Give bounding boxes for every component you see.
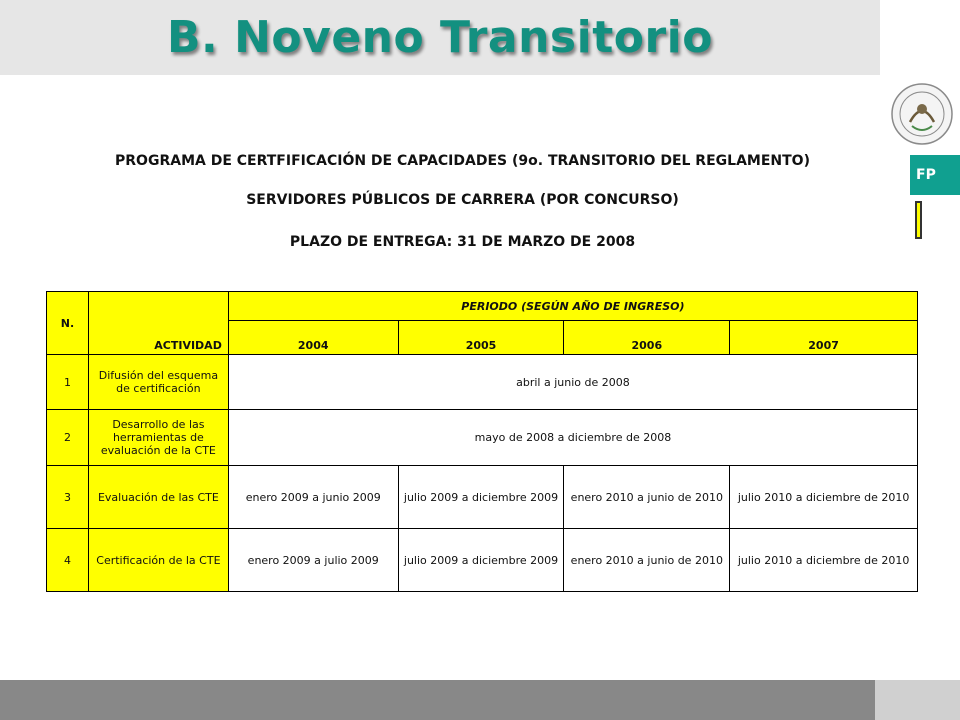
row-cell-2004: enero 2009 a julio 2009 (228, 529, 398, 592)
table-row (47, 529, 918, 592)
schedule-table (46, 291, 918, 592)
program-heading: PROGRAMA DE CERTFIFICACIÓN DE CAPACIDADES (9o. TRANSITORIO DEL REGLAMENTO) (115, 153, 810, 169)
row-cell-2007: julio 2010 a diciembre de 2010 (730, 529, 918, 592)
header-n: N. (47, 292, 89, 355)
row-cell-2006: enero 2010 a junio de 2010 (564, 466, 730, 529)
header-year-2006: 2006 (564, 321, 730, 355)
header-year-2007: 2007 (730, 321, 918, 355)
header-year-2005: 2005 (398, 321, 564, 355)
footer-corner (875, 680, 960, 720)
row-period-text: mayo de 2008 a diciembre de 2008 (474, 431, 672, 444)
row-period (228, 410, 917, 466)
row-activity: Evaluación de las CTE (88, 466, 228, 529)
row-activity: Difusión del esquema de certificación (88, 355, 228, 410)
header-year-2004: 2004 (228, 321, 398, 355)
row-number: 3 (47, 466, 89, 529)
row-number: 1 (47, 355, 89, 410)
row-number: 4 (47, 529, 89, 592)
table-row (47, 355, 918, 410)
mexican-coat-of-arms-icon (890, 82, 954, 146)
sfp-logo-tab: FP (910, 155, 960, 195)
footer-bar (0, 680, 875, 720)
header-period: PERIODO (SEGÚN AÑO DE INGRESO) (228, 292, 917, 321)
right-upper-band (880, 0, 960, 75)
row-cell-2005: julio 2009 a diciembre 2009 (398, 529, 564, 592)
row-number: 2 (47, 410, 89, 466)
table-row (47, 410, 918, 466)
row-period-text: abril a junio de 2008 (516, 375, 630, 389)
servants-heading: SERVIDORES PÚBLICOS DE CARRERA (POR CONCURSO) (246, 192, 679, 208)
table-row (47, 466, 918, 529)
table-header-row (47, 292, 918, 321)
row-activity: Certificación de la CTE (88, 529, 228, 592)
row-period (228, 355, 917, 410)
deadline-heading: PLAZO DE ENTREGA: 31 DE MARZO DE 2008 (289, 234, 636, 250)
row-cell-2005: julio 2009 a diciembre 2009 (398, 466, 564, 529)
slide-title: B. Noveno Transitorio (167, 12, 713, 63)
row-activity: Desarrollo de las herramientas de evaluación de la CTE (88, 410, 228, 466)
row-cell-2006: enero 2010 a junio de 2010 (564, 529, 730, 592)
header-activity: ACTIVIDAD (88, 292, 228, 355)
row-cell-2004: enero 2009 a junio 2009 (228, 466, 398, 529)
row-cell-2007: julio 2010 a diciembre de 2010 (730, 466, 918, 529)
